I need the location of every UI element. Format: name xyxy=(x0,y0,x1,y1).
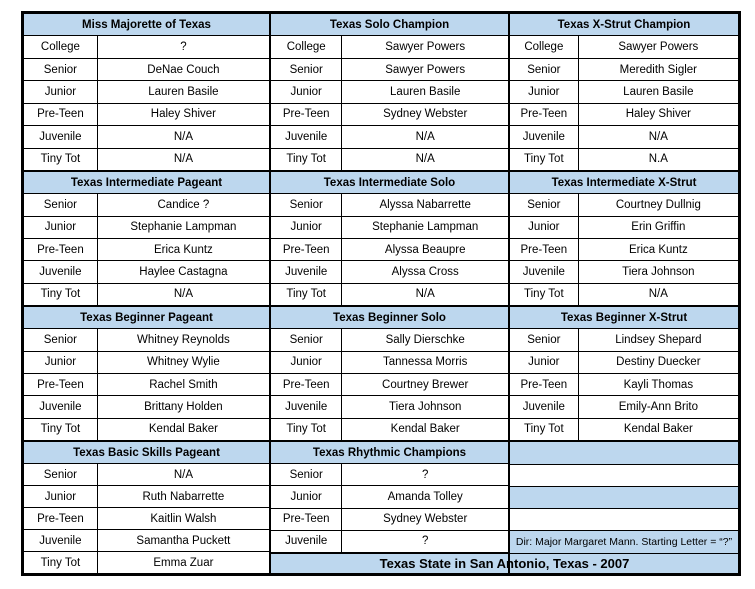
division-cell: Junior xyxy=(271,486,342,508)
table-row xyxy=(510,36,739,58)
winner-name-cell: Destiny Duecker xyxy=(578,351,738,373)
division-cell: Junior xyxy=(24,486,98,508)
winner-name-cell: Samantha Puckett xyxy=(97,530,269,552)
results-grid xyxy=(21,11,741,576)
winner-name-cell: Alyssa Nabarrette xyxy=(342,194,509,216)
division-cell: Juvenile xyxy=(24,396,98,418)
table-row xyxy=(271,508,509,530)
division-cell: Senior xyxy=(510,194,579,216)
beginner-solo-section xyxy=(270,306,509,441)
winner-name-cell: Alyssa Beaupre xyxy=(342,238,509,260)
table-row xyxy=(24,148,270,170)
table-row xyxy=(510,103,739,125)
winner-name-cell: Emma Zuar xyxy=(97,552,269,574)
division-cell: Juvenile xyxy=(510,396,579,418)
table-row xyxy=(271,36,509,58)
division-cell: Senior xyxy=(271,464,342,486)
table-row xyxy=(271,530,509,552)
intermediate-solo-section xyxy=(270,171,509,306)
table-row xyxy=(24,103,270,125)
table-row xyxy=(510,126,739,148)
winner-name-cell: ? xyxy=(97,36,269,58)
table-row xyxy=(24,216,270,238)
division-cell: Juvenile xyxy=(271,126,342,148)
winner-name-cell: Courtney Brewer xyxy=(342,373,509,395)
winner-name-cell: Whitney Wylie xyxy=(97,351,269,373)
winner-name-cell: Rachel Smith xyxy=(97,373,269,395)
winner-name-cell: N/A xyxy=(578,283,738,305)
table-row xyxy=(271,81,509,103)
winner-name-cell: Erin Griffin xyxy=(578,216,738,238)
division-cell: Junior xyxy=(24,216,98,238)
division-cell: Tiny Tot xyxy=(510,283,579,305)
table-row xyxy=(24,36,270,58)
table-row xyxy=(24,508,270,530)
footer-title: Texas State in San Antonio, Texas - 2007 xyxy=(271,554,739,574)
section-title: Texas Intermediate Solo xyxy=(271,172,509,194)
table-row xyxy=(510,283,739,305)
section-title: Texas Rhythmic Champions xyxy=(271,442,509,464)
director-note: Dir: Major Margaret Mann. Starting Letter = “?” xyxy=(510,531,739,554)
table-row xyxy=(271,351,509,373)
table-row xyxy=(271,238,509,260)
winner-name-cell: Erica Kuntz xyxy=(578,238,738,260)
winner-name-cell: Tannessa Morris xyxy=(342,351,509,373)
table-row xyxy=(271,148,509,170)
section-title: Texas Intermediate Pageant xyxy=(24,172,270,194)
division-cell: Pre-Teen xyxy=(271,238,342,260)
table-row xyxy=(271,103,509,125)
division-cell: Pre-Teen xyxy=(510,238,579,260)
winner-name-cell: Sydney Webster xyxy=(342,103,509,125)
division-cell: Junior xyxy=(510,216,579,238)
division-cell: Pre-Teen xyxy=(510,373,579,395)
winner-name-cell: Haylee Castagna xyxy=(97,261,269,283)
division-cell: Juvenile xyxy=(510,126,579,148)
table-row xyxy=(271,464,509,486)
division-cell: Juvenile xyxy=(24,126,98,148)
division-cell: Junior xyxy=(24,351,98,373)
winner-name-cell: Kaitlin Walsh xyxy=(97,508,269,530)
division-cell: Pre-Teen xyxy=(24,238,98,260)
winner-name-cell: Brittany Holden xyxy=(97,396,269,418)
division-cell: Tiny Tot xyxy=(24,552,98,574)
table-row xyxy=(24,283,270,305)
winner-name-cell: Alyssa Cross xyxy=(342,261,509,283)
winner-name-cell: Stephanie Lampman xyxy=(97,216,269,238)
division-cell: Juvenile xyxy=(24,261,98,283)
winner-name-cell: Tiera Johnson xyxy=(578,261,738,283)
winner-name-cell: Sally Dierschke xyxy=(342,329,509,351)
winner-name-cell: Emily-Ann Brito xyxy=(578,396,738,418)
basic-skills-pageant-section xyxy=(23,441,270,574)
table-row xyxy=(510,148,739,170)
division-cell: Tiny Tot xyxy=(24,283,98,305)
table-row xyxy=(271,194,509,216)
section-title: Texas X-Strut Champion xyxy=(510,14,739,36)
section-title: Texas Basic Skills Pageant xyxy=(24,442,270,464)
division-cell: Juvenile xyxy=(510,261,579,283)
winner-name-cell: N/A xyxy=(578,126,738,148)
division-cell: Pre-Teen xyxy=(271,508,342,530)
division-cell: Tiny Tot xyxy=(24,148,98,170)
division-cell: Pre-Teen xyxy=(271,373,342,395)
table-row xyxy=(24,238,270,260)
division-cell: Tiny Tot xyxy=(510,148,579,170)
table-row xyxy=(271,373,509,395)
beginner-pageant-section xyxy=(23,306,270,441)
division-cell: Junior xyxy=(271,81,342,103)
division-cell: Junior xyxy=(510,81,579,103)
winner-name-cell: Haley Shiver xyxy=(97,103,269,125)
winner-name-cell: N/A xyxy=(97,283,269,305)
division-cell: Junior xyxy=(510,351,579,373)
table-row xyxy=(271,261,509,283)
division-cell: College xyxy=(24,36,98,58)
section-title: Texas Beginner X-Strut xyxy=(510,307,739,329)
division-cell: Pre-Teen xyxy=(510,103,579,125)
division-cell: College xyxy=(271,36,342,58)
division-cell: Junior xyxy=(271,216,342,238)
table-row xyxy=(271,486,509,508)
section-title: Texas Beginner Pageant xyxy=(24,307,270,329)
table-row xyxy=(510,418,739,440)
division-cell: Junior xyxy=(24,81,98,103)
winner-name-cell: N/A xyxy=(342,126,509,148)
intermediate-xstrut-section xyxy=(509,171,739,306)
winner-name-cell: Lauren Basile xyxy=(578,81,738,103)
footer-banner xyxy=(270,553,739,574)
table-row xyxy=(271,283,509,305)
winner-name-cell: Stephanie Lampman xyxy=(342,216,509,238)
division-cell: Tiny Tot xyxy=(271,283,342,305)
division-cell: Juvenile xyxy=(271,530,342,552)
winner-name-cell: Kendal Baker xyxy=(578,418,738,440)
winner-name-cell: N/A xyxy=(97,464,269,486)
section-title: Miss Majorette of Texas xyxy=(24,14,270,36)
division-cell: Pre-Teen xyxy=(24,373,98,395)
table-row xyxy=(510,216,739,238)
table-row xyxy=(24,58,270,80)
table-row xyxy=(24,261,270,283)
winner-name-cell: N/A xyxy=(342,283,509,305)
division-cell: Pre-Teen xyxy=(271,103,342,125)
table-row xyxy=(24,530,270,552)
table-row xyxy=(510,373,739,395)
table-row xyxy=(24,126,270,148)
table-row xyxy=(24,552,270,574)
winner-name-cell: N.A xyxy=(578,148,738,170)
table-row xyxy=(510,238,739,260)
winner-name-cell: Kendal Baker xyxy=(342,418,509,440)
division-cell: Tiny Tot xyxy=(510,418,579,440)
winner-name-cell: Candice ? xyxy=(97,194,269,216)
note-area xyxy=(509,441,739,553)
blank-cell xyxy=(510,487,739,509)
solo-champion-section xyxy=(270,13,509,171)
table-row xyxy=(271,329,509,351)
division-cell: Junior xyxy=(271,351,342,373)
table-row xyxy=(24,418,270,440)
winner-name-cell: DeNae Couch xyxy=(97,58,269,80)
winner-name-cell: Lauren Basile xyxy=(342,81,509,103)
section-title: Texas Beginner Solo xyxy=(271,307,509,329)
table-row xyxy=(24,81,270,103)
winner-name-cell: Lauren Basile xyxy=(97,81,269,103)
division-cell: Pre-Teen xyxy=(24,508,98,530)
division-cell: Senior xyxy=(24,58,98,80)
table-row xyxy=(510,194,739,216)
division-cell: Senior xyxy=(271,194,342,216)
winner-name-cell: Ruth Nabarrette xyxy=(97,486,269,508)
blank-cell xyxy=(510,509,739,531)
division-cell: Senior xyxy=(24,464,98,486)
table-row xyxy=(24,486,270,508)
table-row xyxy=(510,396,739,418)
winner-name-cell: N/A xyxy=(97,126,269,148)
winner-name-cell: ? xyxy=(342,464,509,486)
table-row xyxy=(24,351,270,373)
winner-name-cell: Kayli Thomas xyxy=(578,373,738,395)
division-cell: Tiny Tot xyxy=(271,418,342,440)
winner-name-cell: Lindsey Shepard xyxy=(578,329,738,351)
division-cell: Senior xyxy=(24,329,98,351)
division-cell: Tiny Tot xyxy=(271,148,342,170)
table-row xyxy=(510,81,739,103)
table-row xyxy=(510,329,739,351)
table-row xyxy=(24,373,270,395)
beginner-xstrut-section xyxy=(509,306,739,441)
winner-name-cell: Sawyer Powers xyxy=(342,36,509,58)
division-cell: Senior xyxy=(510,329,579,351)
table-row xyxy=(24,396,270,418)
winner-name-cell: Whitney Reynolds xyxy=(97,329,269,351)
division-cell: Tiny Tot xyxy=(24,418,98,440)
blank-cell xyxy=(510,465,739,487)
rhythmic-champions-section xyxy=(270,441,509,553)
division-cell: Senior xyxy=(24,194,98,216)
division-cell: Juvenile xyxy=(271,261,342,283)
winner-name-cell: Kendal Baker xyxy=(97,418,269,440)
winner-name-cell: Courtney Dullnig xyxy=(578,194,738,216)
division-cell: Senior xyxy=(271,329,342,351)
winner-name-cell: Sawyer Powers xyxy=(342,58,509,80)
intermediate-pageant-section xyxy=(23,171,270,306)
winner-name-cell: Meredith Sigler xyxy=(578,58,738,80)
winner-name-cell: ? xyxy=(342,530,509,552)
division-cell: Juvenile xyxy=(271,396,342,418)
winner-name-cell: N/A xyxy=(97,148,269,170)
division-cell: Senior xyxy=(510,58,579,80)
division-cell: College xyxy=(510,36,579,58)
division-cell: Juvenile xyxy=(24,530,98,552)
winner-name-cell: Sawyer Powers xyxy=(578,36,738,58)
blank-cell xyxy=(510,442,739,465)
table-row xyxy=(271,396,509,418)
section-title: Texas Intermediate X-Strut xyxy=(510,172,739,194)
winner-name-cell: N/A xyxy=(342,148,509,170)
table-row xyxy=(271,216,509,238)
table-row xyxy=(510,261,739,283)
table-row xyxy=(271,58,509,80)
winner-name-cell: Tiera Johnson xyxy=(342,396,509,418)
table-row xyxy=(271,126,509,148)
division-cell: Pre-Teen xyxy=(24,103,98,125)
table-row xyxy=(24,329,270,351)
table-row xyxy=(510,58,739,80)
table-row xyxy=(271,418,509,440)
winner-name-cell: Amanda Tolley xyxy=(342,486,509,508)
miss-majorette-section xyxy=(23,13,270,171)
division-cell: Senior xyxy=(271,58,342,80)
xstrut-champion-section xyxy=(509,13,739,171)
table-row xyxy=(24,464,270,486)
winner-name-cell: Haley Shiver xyxy=(578,103,738,125)
winner-name-cell: Sydney Webster xyxy=(342,508,509,530)
winner-name-cell: Erica Kuntz xyxy=(97,238,269,260)
table-row xyxy=(24,194,270,216)
section-title: Texas Solo Champion xyxy=(271,14,509,36)
table-row xyxy=(510,351,739,373)
